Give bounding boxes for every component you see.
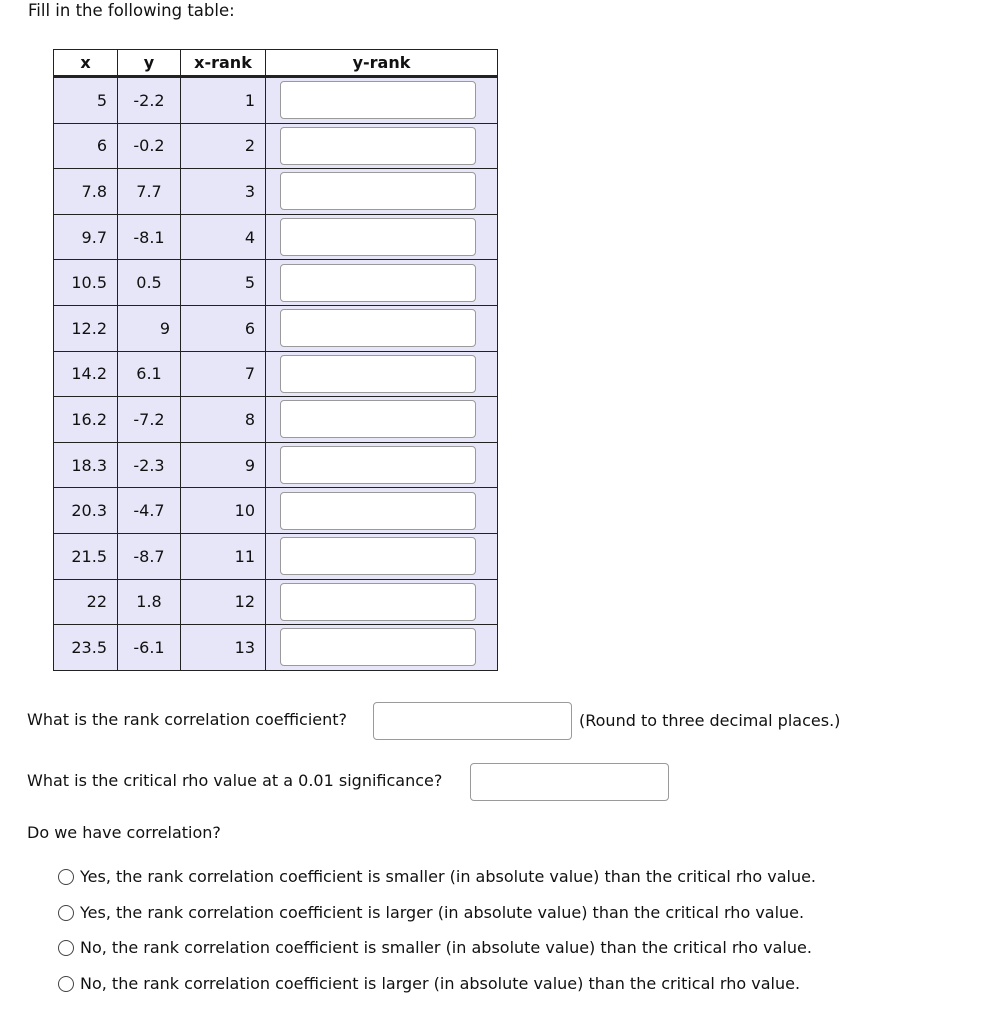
y-rank-cell: [266, 351, 498, 397]
table-row: [54, 77, 498, 124]
option-label: No, the rank correlation coefficient is smaller (in absolute value) than the critical rho value.: [80, 938, 812, 957]
x-rank-cell: 3: [181, 169, 266, 215]
x-cell: 10.5: [54, 260, 118, 306]
question-rank-correlation: What is the rank correlation coefficient?: [27, 710, 348, 729]
x-cell: 18.3: [54, 442, 118, 488]
critical-rho-input[interactable]: [470, 763, 669, 801]
x-cell: 5: [54, 77, 118, 124]
rounding-note: (Round to three decimal places.): [579, 711, 841, 730]
instructions: Fill in the following table:: [28, 1, 235, 20]
radio-button[interactable]: [58, 905, 74, 921]
table-row: [54, 214, 498, 260]
y-cell: -4.7: [118, 488, 181, 534]
x-cell: 20.3: [54, 488, 118, 534]
x-rank-cell: 13: [181, 625, 266, 671]
option-no-larger[interactable]: [58, 974, 800, 993]
y-cell: 1.8: [118, 579, 181, 625]
y-rank-input[interactable]: [280, 309, 476, 347]
table-row: [54, 169, 498, 215]
question-correlation: Do we have correlation?: [27, 823, 221, 842]
table-row: [54, 305, 498, 351]
y-rank-cell: [266, 533, 498, 579]
table-row: [54, 397, 498, 443]
radio-button[interactable]: [58, 976, 74, 992]
y-rank-cell: [266, 579, 498, 625]
table-row: [54, 488, 498, 534]
y-rank-input[interactable]: [280, 400, 476, 438]
table-row: [54, 442, 498, 488]
y-cell: -2.3: [118, 442, 181, 488]
y-cell: -2.2: [118, 77, 181, 124]
table-row: [54, 123, 498, 169]
option-no-smaller[interactable]: [58, 938, 812, 957]
y-rank-input[interactable]: [280, 218, 476, 256]
y-rank-cell: [266, 305, 498, 351]
header-y: y: [118, 50, 181, 77]
x-rank-cell: 5: [181, 260, 266, 306]
y-rank-cell: [266, 214, 498, 260]
table-row: [54, 579, 498, 625]
x-cell: 23.5: [54, 625, 118, 671]
y-rank-cell: [266, 625, 498, 671]
x-cell: 12.2: [54, 305, 118, 351]
header-x: x: [54, 50, 118, 77]
x-rank-cell: 6: [181, 305, 266, 351]
y-cell: 9: [118, 305, 181, 351]
x-rank-cell: 2: [181, 123, 266, 169]
y-rank-input[interactable]: [280, 172, 476, 210]
x-rank-cell: 1: [181, 77, 266, 124]
y-rank-input[interactable]: [280, 127, 476, 165]
table-row: [54, 625, 498, 671]
y-rank-input[interactable]: [280, 446, 476, 484]
x-cell: 16.2: [54, 397, 118, 443]
y-cell: -7.2: [118, 397, 181, 443]
y-rank-cell: [266, 169, 498, 215]
y-rank-cell: [266, 397, 498, 443]
y-rank-cell: [266, 77, 498, 124]
option-yes-larger[interactable]: [58, 903, 804, 922]
x-rank-cell: 10: [181, 488, 266, 534]
header-x-rank: x-rank: [181, 50, 266, 77]
x-rank-cell: 4: [181, 214, 266, 260]
x-rank-cell: 8: [181, 397, 266, 443]
y-cell: -0.2: [118, 123, 181, 169]
rank-table: [53, 49, 498, 671]
x-rank-cell: 11: [181, 533, 266, 579]
option-label: Yes, the rank correlation coefficient is larger (in absolute value) than the critical rho value.: [80, 903, 805, 922]
x-cell: 22: [54, 579, 118, 625]
x-rank-cell: 9: [181, 442, 266, 488]
table-row: [54, 260, 498, 306]
y-rank-cell: [266, 123, 498, 169]
table-row: [54, 351, 498, 397]
x-cell: 7.8: [54, 169, 118, 215]
y-cell: 7.7: [118, 169, 181, 215]
y-cell: -8.1: [118, 214, 181, 260]
option-label: No, the rank correlation coefficient is larger (in absolute value) than the critical rho value.: [80, 974, 801, 993]
rank-correlation-input[interactable]: [373, 702, 572, 740]
radio-button[interactable]: [58, 869, 74, 885]
table-row: [54, 533, 498, 579]
option-label: Yes, the rank correlation coefficient is smaller (in absolute value) than the critical rho value.: [80, 867, 817, 886]
y-rank-cell: [266, 442, 498, 488]
y-rank-input[interactable]: [280, 492, 476, 530]
y-cell: 0.5: [118, 260, 181, 306]
y-rank-input[interactable]: [280, 264, 476, 302]
x-rank-cell: 12: [181, 579, 266, 625]
y-rank-input[interactable]: [280, 628, 476, 666]
x-rank-cell: 7: [181, 351, 266, 397]
y-cell: 6.1: [118, 351, 181, 397]
y-rank-input[interactable]: [280, 537, 476, 575]
y-cell: -8.7: [118, 533, 181, 579]
y-cell: -6.1: [118, 625, 181, 671]
header-y-rank: y-rank: [266, 50, 498, 77]
x-cell: 14.2: [54, 351, 118, 397]
option-yes-smaller[interactable]: [58, 867, 816, 886]
x-cell: 6: [54, 123, 118, 169]
x-cell: 9.7: [54, 214, 118, 260]
y-rank-input[interactable]: [280, 355, 476, 393]
radio-button[interactable]: [58, 940, 74, 956]
y-rank-cell: [266, 488, 498, 534]
y-rank-input[interactable]: [280, 81, 476, 119]
y-rank-cell: [266, 260, 498, 306]
question-critical-rho: What is the critical rho value at a 0.01 significance?: [27, 771, 443, 790]
x-cell: 21.5: [54, 533, 118, 579]
y-rank-input[interactable]: [280, 583, 476, 621]
